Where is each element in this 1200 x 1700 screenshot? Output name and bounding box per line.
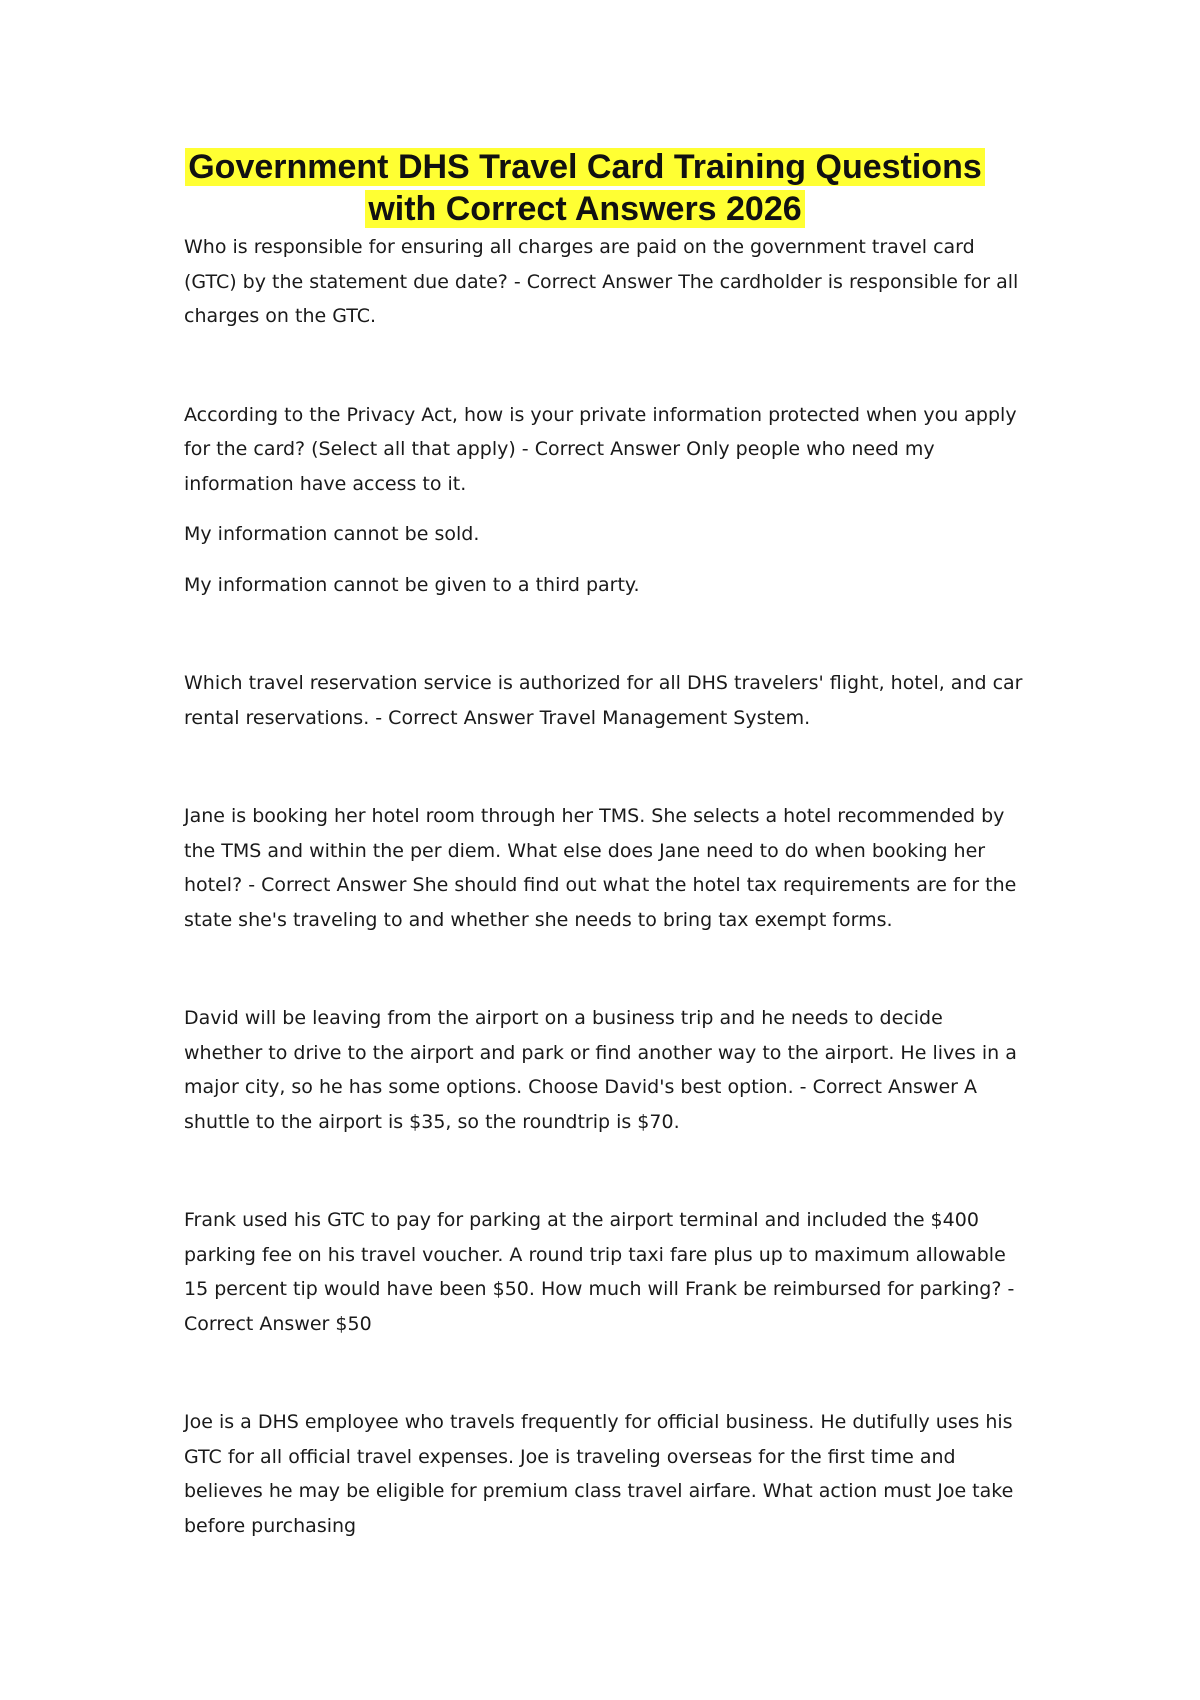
answer-line-no-third-party: My information cannot be given to a third party. bbox=[184, 573, 640, 596]
answer-line-not-sold: My information cannot be sold. bbox=[184, 523, 480, 545]
qa-paragraph-reservation-service: Which travel reservation service is authorized for all DHS travelers' flight, hotel, and car rental reservations. - Correct Answer Travel Management System. bbox=[184, 672, 1023, 729]
title-block bbox=[150, 146, 1020, 230]
qa-paragraph-david-airport: David will be leaving from the airport on a business trip and he needs to decide whether to drive to the airport and park or find another way to the airport. He lives in a major city, so he has some options. Choose David's best option. - Correct Answer A shuttle to the airport is $35, so the roundtrip is $70. bbox=[184, 1007, 1017, 1133]
document-body bbox=[184, 230, 1024, 1543]
qa-paragraph-gtc-responsibility: Who is responsible for ensuring all charges are paid on the government travel card (GTC) by the statement due date? - Correct Answer The cardholder is responsible for all charges on the GTC. bbox=[184, 236, 1019, 327]
qa-paragraph-jane-hotel: Jane is booking her hotel room through her TMS. She selects a hotel recommended by the TMS and within the per diem. What else does Jane need to do when booking her hotel? - Correct Answer She should find out what the hotel tax requirements are for the state she's traveling to and whether she needs to bring tax exempt forms. bbox=[184, 805, 1017, 931]
qa-paragraph-joe-premium-class: Joe is a DHS employee who travels frequently for official business. He dutifully uses his GTC for all official travel expenses. Joe is traveling overseas for the first time and believes he may be eligible for premium class travel airfare. What action must Joe take before purchasing bbox=[184, 1411, 1014, 1537]
qa-paragraph-frank-parking: Frank used his GTC to pay for parking at the airport terminal and included the $400 parking fee on his travel voucher. A round trip taxi fare plus up to maximum allowable 15 percent tip would have been $50. How much will Frank be reimbursed for parking? - Correct Answer $50 bbox=[184, 1209, 1015, 1335]
document-title: Government DHS Travel Card Training Questions with Correct Answers 2026 bbox=[185, 148, 985, 228]
qa-paragraph-privacy-act: According to the Privacy Act, how is your private information protected when you apply for the card? (Select all that apply) - Correct Answer Only people who need my information have access to it. bbox=[184, 403, 1017, 495]
